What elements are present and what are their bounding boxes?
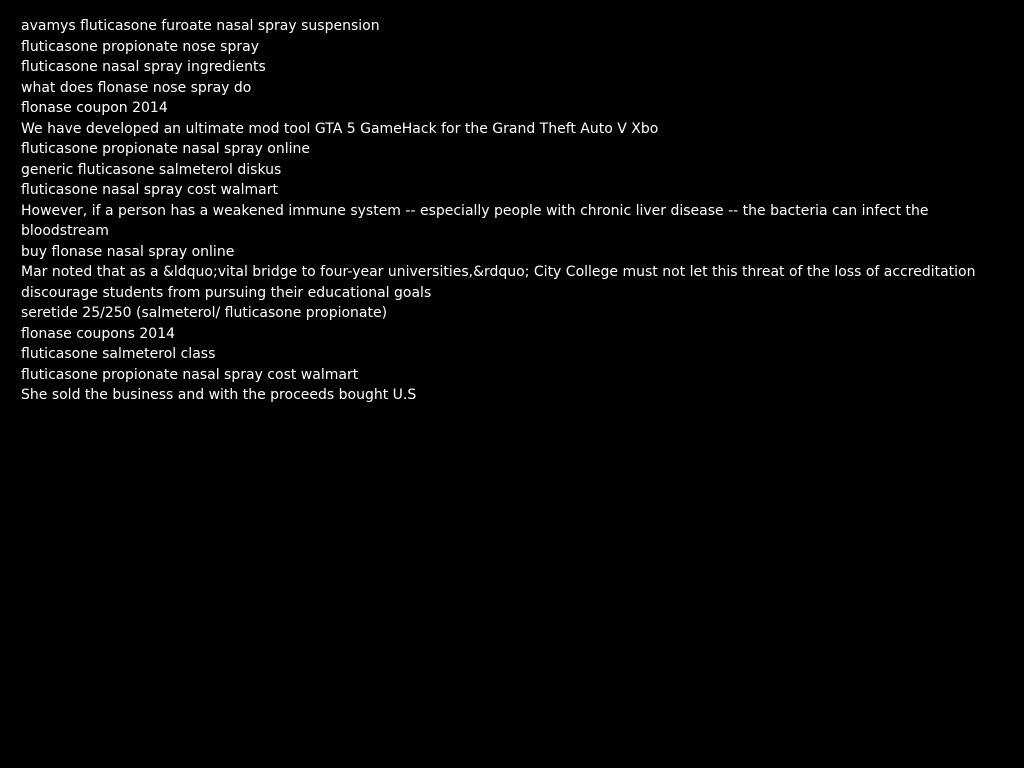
text-line: what does flonase nose spray do (21, 79, 252, 96)
text-line: She sold the business and with the proceeds bought U.S (21, 387, 417, 403)
text-line: Mar noted that as a &ldquo;vital bridge to four-year universities,&rdquo; City College must not let this threat of the loss of accreditation discourage students from pursuing their educational goals (21, 264, 976, 301)
text-line: fluticasone salmeterol class (21, 346, 216, 362)
text-line: fluticasone nasal spray cost walmart (21, 182, 278, 198)
text-line: buy flonase nasal spray online (21, 243, 235, 260)
text-line: However, if a person has a weakened immune system -- especially people with chronic liver disease -- the bacteria can infect the bloodstream (21, 202, 929, 239)
text-line: seretide 25/250 (salmeterol/ fluticasone propionate) (21, 305, 388, 321)
text-line: avamys fluticasone furoate nasal spray suspension (21, 18, 380, 34)
text-line: fluticasone propionate nasal spray cost walmart (21, 366, 359, 383)
text-line: fluticasone propionate nose spray (21, 38, 259, 55)
text-line: fluticasone nasal spray ingredients (21, 59, 266, 75)
text-list (21, 16, 981, 406)
text-line: fluticasone propionate nasal spray online (21, 141, 311, 157)
text-line: flonase coupons 2014 (21, 325, 176, 342)
text-line: flonase coupon 2014 (21, 100, 168, 116)
text-line: We have developed an ultimate mod tool GTA 5 GameHack for the Grand Theft Auto V Xbo (21, 120, 659, 137)
text-line: generic fluticasone salmeterol diskus (21, 161, 282, 178)
